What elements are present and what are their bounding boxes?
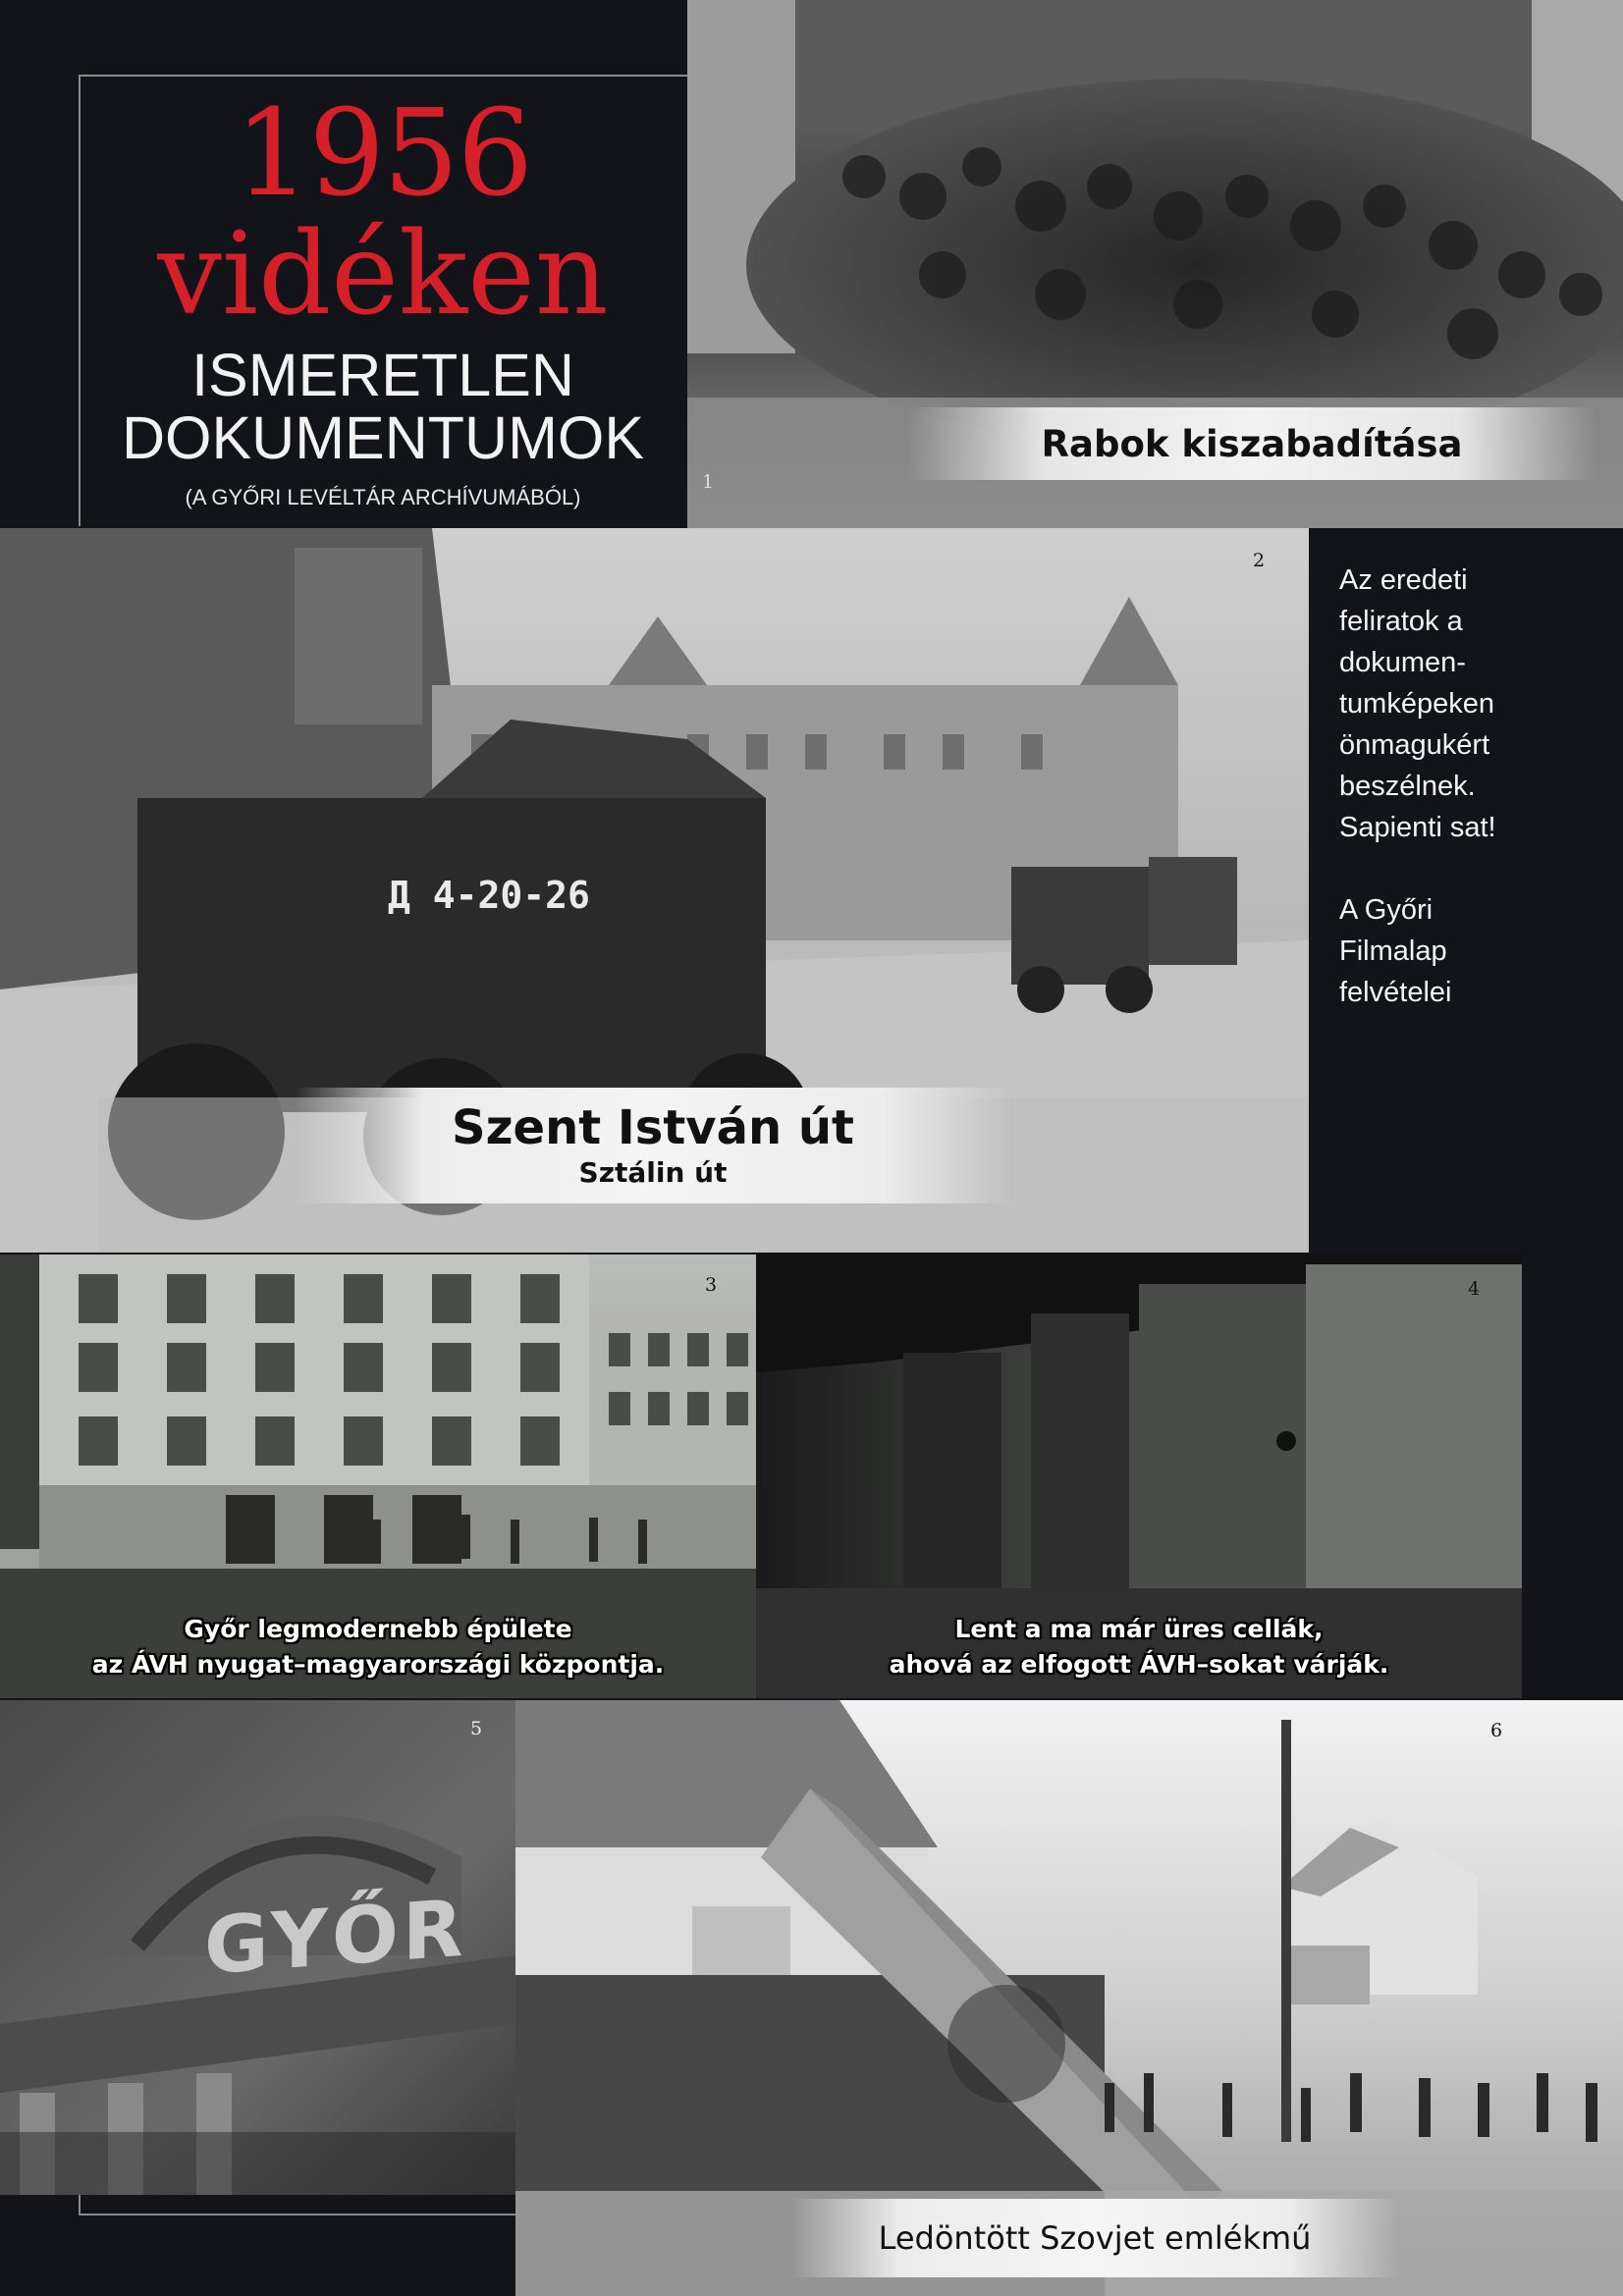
photo-cells-caption-line-2: ahová az elfogott ÁVH–sokat várják. xyxy=(889,1650,1389,1679)
frame-line-top xyxy=(79,75,687,77)
credit-line: felvételei xyxy=(1339,977,1452,1008)
side-note-line: önmagukért xyxy=(1339,729,1490,761)
photo-crowd xyxy=(687,0,1623,528)
title-year: 1956 xyxy=(234,83,532,223)
side-note-spacer xyxy=(1339,848,1565,889)
side-note-line: dokumen- xyxy=(1339,647,1466,678)
photo-number-5: 5 xyxy=(470,1718,483,1739)
photo-number-2: 2 xyxy=(1253,550,1266,571)
title-word: vidéken xyxy=(157,208,609,341)
gyor-station-sign: GYŐR xyxy=(204,1882,467,1993)
photo-number-6: 6 xyxy=(1490,1720,1503,1741)
photo-crowd-caption: Rabok kiszabadítása xyxy=(1041,422,1463,465)
photo-monument-caption: Ledöntött Szovjet emlékmű xyxy=(878,2219,1312,2257)
photo-street-caption-bar xyxy=(295,1088,1011,1203)
side-note-line: Sapienti sat! xyxy=(1339,812,1496,843)
photo-crowd-caption-bar xyxy=(908,407,1596,480)
photo-street-caption-sub: Sztálin út xyxy=(578,1156,728,1189)
truck-license-plate: Д 4-20-26 xyxy=(388,874,590,917)
source-note: (A GYŐRI LEVÉLTÁR ARCHÍVUMÁBÓL) xyxy=(185,485,581,509)
photo-monument-caption-bar xyxy=(790,2199,1399,2277)
side-note xyxy=(1339,560,1565,1013)
side-note-line: beszélnek. xyxy=(1339,771,1476,802)
photo-building xyxy=(0,1255,756,1698)
credit-line: A Győri xyxy=(1339,894,1434,926)
photo-street-caption: Szent István út xyxy=(452,1100,854,1155)
photo-number-4: 4 xyxy=(1468,1278,1481,1300)
photo-cells-caption-bar xyxy=(756,1606,1522,1688)
subtitle-line-2: DOKUMENTUMOK xyxy=(121,404,645,471)
side-note-line: tumképeken xyxy=(1339,688,1494,720)
photo-cells xyxy=(756,1255,1522,1698)
side-note-line: feliratok a xyxy=(1339,606,1463,637)
photo-cells-caption-line-1: Lent a ma már üres cellák, xyxy=(954,1615,1324,1643)
photo-number-3: 3 xyxy=(705,1274,718,1296)
subtitle-line-1: ISMERETLEN xyxy=(191,342,574,408)
photo-building-caption-line-2: az ÁVH nyugat–magyarországi központja. xyxy=(91,1650,665,1679)
credit-line: Filmalap xyxy=(1339,935,1447,967)
photo-building-caption-bar xyxy=(0,1606,756,1688)
photo-street xyxy=(0,528,1309,1253)
side-note-line: Az eredeti xyxy=(1339,564,1468,596)
photo-gyor-sign xyxy=(0,1700,515,2195)
photo-number-1: 1 xyxy=(702,471,715,493)
photo-building-caption-line-1: Győr legmodernebb épülete xyxy=(184,1615,572,1643)
photo-monument xyxy=(515,1700,1623,2296)
